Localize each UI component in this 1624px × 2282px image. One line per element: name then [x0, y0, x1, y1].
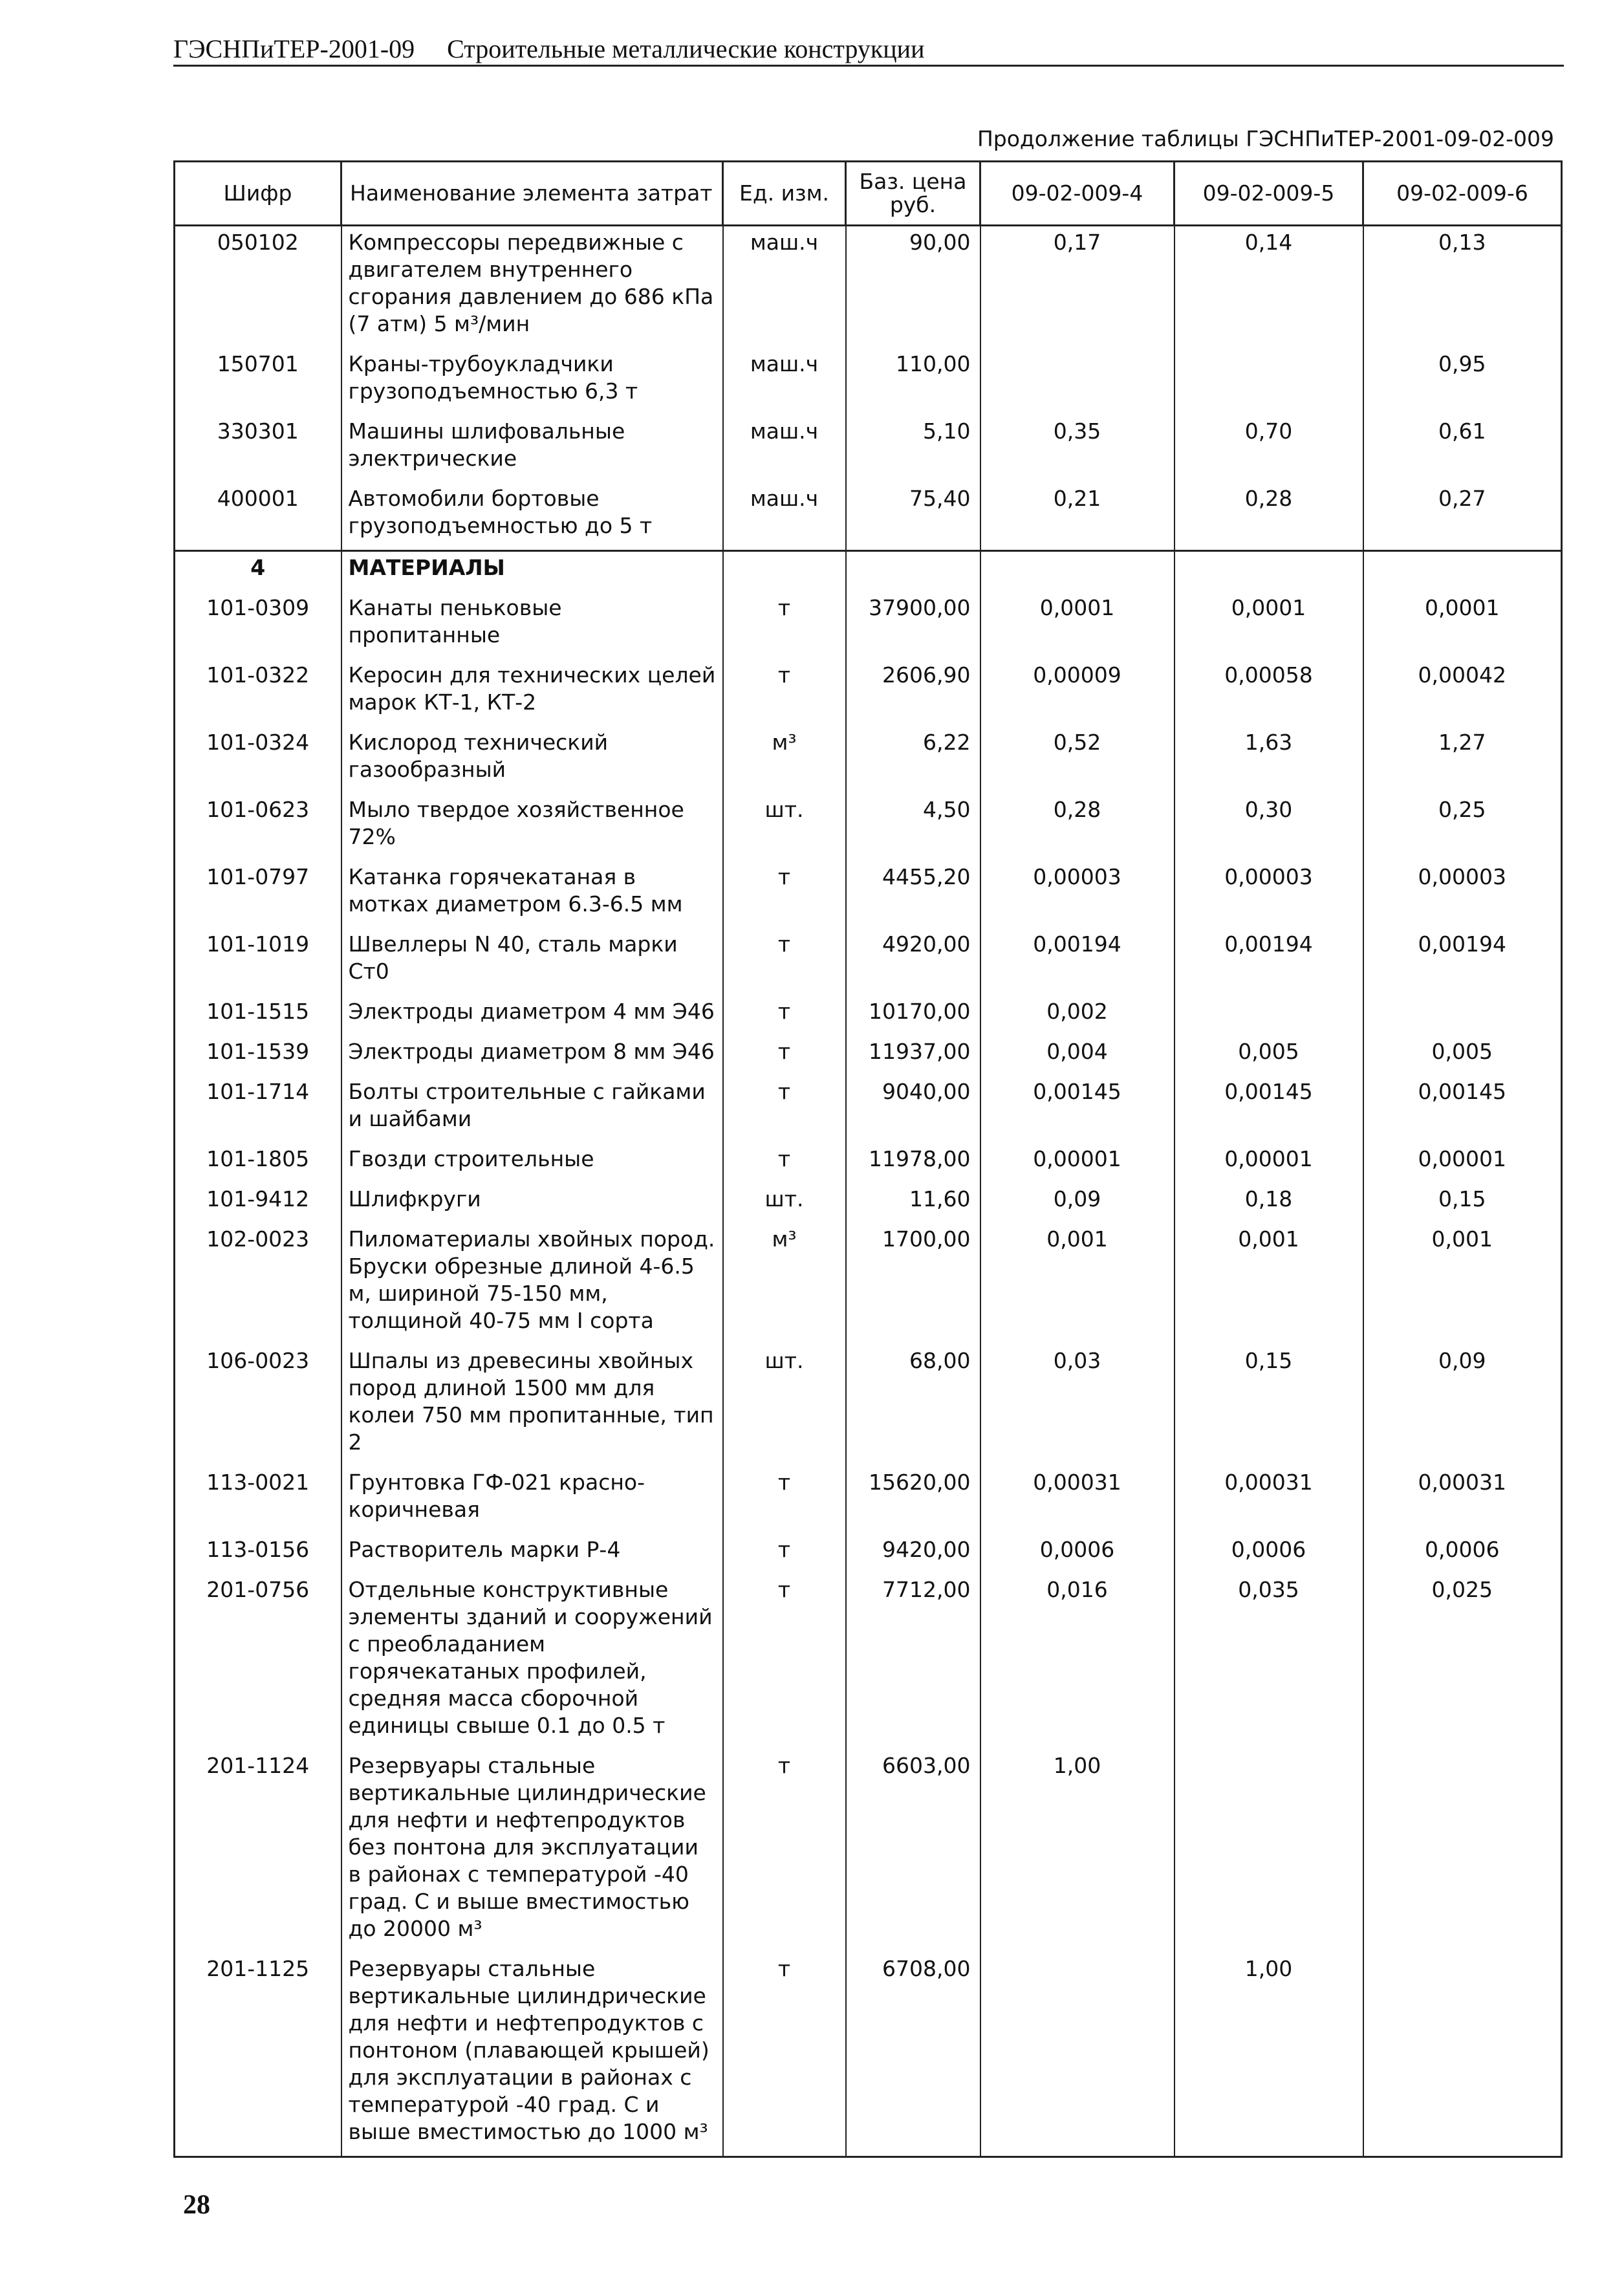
section-empty-cell [980, 551, 1175, 592]
row-unit: т [723, 1466, 846, 1534]
row-code: 113-0021 [175, 1466, 341, 1534]
row-value-009-6 [1363, 1750, 1562, 1953]
row-code: 201-1125 [175, 1953, 341, 2157]
row-unit: т [723, 1036, 846, 1076]
table-row [175, 861, 1562, 928]
row-base-price: 75,40 [846, 483, 980, 551]
row-base-price: 10170,00 [846, 995, 980, 1036]
row-value-009-4 [980, 1953, 1175, 2157]
row-name: Катанка горячекатаная в мотках диаметром 6.3-6.5 мм [341, 861, 723, 928]
row-base-price: 9420,00 [846, 1534, 980, 1574]
row-value-009-6: 0,00001 [1363, 1143, 1562, 1183]
table-row [175, 1345, 1562, 1466]
row-value-009-6: 0,005 [1363, 1036, 1562, 1076]
row-unit: т [723, 1953, 846, 2157]
row-value-009-6: 0,00145 [1363, 1076, 1562, 1143]
page-number: 28 [183, 2190, 210, 2220]
row-value-009-4: 0,00009 [980, 659, 1175, 726]
row-value-009-6: 0,13 [1363, 226, 1562, 349]
row-unit: т [723, 1143, 846, 1183]
document-title: Строительные металлические конструкции [447, 34, 925, 63]
row-code: 050102 [175, 226, 341, 349]
section-empty-cell [723, 551, 846, 592]
table-row [175, 659, 1562, 726]
row-code: 400001 [175, 483, 341, 551]
row-value-009-5: 0,0001 [1175, 592, 1363, 659]
row-base-price: 11,60 [846, 1183, 980, 1223]
table-continuation-note: Продолжение таблицы ГЭСНПиТЕР-2001-09-02-009 [977, 126, 1554, 151]
document-code: ГЭСНПиТЕР-2001-09 [173, 34, 415, 63]
row-value-009-4: 0,17 [980, 226, 1175, 349]
row-unit: маш.ч [723, 348, 846, 415]
row-code: 113-0156 [175, 1534, 341, 1574]
table-row [175, 1574, 1562, 1750]
row-value-009-5 [1175, 1750, 1363, 1953]
row-code: 101-0797 [175, 861, 341, 928]
row-base-price: 2606,90 [846, 659, 980, 726]
row-value-009-6: 0,0001 [1363, 592, 1562, 659]
table-row [175, 1223, 1562, 1345]
row-value-009-5: 0,00003 [1175, 861, 1363, 928]
row-value-009-4: 0,00145 [980, 1076, 1175, 1143]
row-name: Машины шлифовальные электрические [341, 415, 723, 483]
row-base-price: 9040,00 [846, 1076, 980, 1143]
row-value-009-4: 0,001 [980, 1223, 1175, 1345]
row-unit: т [723, 1534, 846, 1574]
row-unit: т [723, 928, 846, 995]
row-name: Краны-трубоукладчики грузоподъемностью 6,3 т [341, 348, 723, 415]
row-value-009-4: 0,00031 [980, 1466, 1175, 1534]
row-value-009-4: 1,00 [980, 1750, 1175, 1953]
row-value-009-4: 0,002 [980, 995, 1175, 1036]
row-name: Шлифкруги [341, 1183, 723, 1223]
section-title: МАТЕРИАЛЫ [341, 551, 723, 592]
row-code: 102-0023 [175, 1223, 341, 1345]
row-unit: т [723, 1750, 846, 1953]
row-name: Резервуары стальные вертикальные цилиндрические для нефти и нефтепродуктов без понтона для эксплуатации в районах с температурой -40 град. С и выше вместимостью до 20000 м³ [341, 1750, 723, 1953]
row-value-009-4: 0,00003 [980, 861, 1175, 928]
row-unit: т [723, 1574, 846, 1750]
row-name: Пиломатериалы хвойных пород. Бруски обрезные длиной 4-6.5 м, шириной 75-150 мм, толщиной 40-75 мм I сорта [341, 1223, 723, 1345]
row-value-009-5: 0,00031 [1175, 1466, 1363, 1534]
row-name: Растворитель марки Р-4 [341, 1534, 723, 1574]
row-value-009-6: 0,09 [1363, 1345, 1562, 1466]
row-code: 201-0756 [175, 1574, 341, 1750]
running-head [173, 34, 1564, 64]
row-value-009-5: 0,00058 [1175, 659, 1363, 726]
row-base-price: 11937,00 [846, 1036, 980, 1076]
row-value-009-4: 0,03 [980, 1345, 1175, 1466]
row-base-price: 68,00 [846, 1345, 980, 1466]
row-value-009-5: 1,00 [1175, 1953, 1363, 2157]
row-base-price: 90,00 [846, 226, 980, 349]
row-value-009-5: 0,18 [1175, 1183, 1363, 1223]
row-value-009-4: 0,21 [980, 483, 1175, 551]
header-rule [173, 65, 1564, 67]
row-code: 201-1124 [175, 1750, 341, 1953]
table-row [175, 1750, 1562, 1953]
row-name: Керосин для технических целей марок КТ-1, КТ-2 [341, 659, 723, 726]
row-value-009-5 [1175, 995, 1363, 1036]
row-value-009-4: 0,09 [980, 1183, 1175, 1223]
row-code: 101-1019 [175, 928, 341, 995]
table-row [175, 1534, 1562, 1574]
header-name: Наименование элемента затрат [341, 162, 723, 226]
section-row [175, 551, 1562, 592]
row-value-009-6 [1363, 995, 1562, 1036]
row-code: 106-0023 [175, 1345, 341, 1466]
row-name: Электроды диаметром 4 мм Э46 [341, 995, 723, 1036]
row-value-009-5: 0,00145 [1175, 1076, 1363, 1143]
row-base-price: 4920,00 [846, 928, 980, 995]
row-value-009-4: 0,00194 [980, 928, 1175, 995]
table-row [175, 1076, 1562, 1143]
table-row [175, 1466, 1562, 1534]
table-row [175, 1143, 1562, 1183]
row-name: Отдельные конструктивные элементы зданий и сооружений с преобладанием горячекатаных профилей, средняя масса сборочной единицы свыше 0.1 до 0.5 т [341, 1574, 723, 1750]
row-value-009-6: 0,025 [1363, 1574, 1562, 1750]
row-name: Кислород технический газообразный [341, 726, 723, 794]
row-value-009-5: 0,28 [1175, 483, 1363, 551]
row-base-price: 110,00 [846, 348, 980, 415]
row-value-009-5: 0,30 [1175, 794, 1363, 861]
row-name: Мыло твердое хозяйственное 72% [341, 794, 723, 861]
header-unit: Ед. изм. [723, 162, 846, 226]
row-value-009-6: 0,15 [1363, 1183, 1562, 1223]
row-value-009-6: 1,27 [1363, 726, 1562, 794]
row-value-009-5: 0,00001 [1175, 1143, 1363, 1183]
row-code: 101-0623 [175, 794, 341, 861]
table-row [175, 995, 1562, 1036]
section-empty-cell [846, 551, 980, 592]
row-value-009-4: 0,004 [980, 1036, 1175, 1076]
table-row [175, 1953, 1562, 2157]
row-value-009-6: 0,001 [1363, 1223, 1562, 1345]
table-row [175, 483, 1562, 551]
row-value-009-4: 0,52 [980, 726, 1175, 794]
table-row [175, 1183, 1562, 1223]
row-code: 101-9412 [175, 1183, 341, 1223]
row-value-009-4: 0,28 [980, 794, 1175, 861]
row-unit: шт. [723, 794, 846, 861]
row-name: Автомобили бортовые грузоподъемностью до 5 т [341, 483, 723, 551]
table-row [175, 415, 1562, 483]
row-code: 330301 [175, 415, 341, 483]
row-value-009-5: 0,0006 [1175, 1534, 1363, 1574]
row-name: Резервуары стальные вертикальные цилиндрические для нефти и нефтепродуктов с понтоном (плавающей крышей) для эксплуатации в районах с температурой -40 град. С и выше вместимостью до 1000 м³ [341, 1953, 723, 2157]
row-name: Компрессоры передвижные с двигателем внутреннего сгорания давлением до 686 кПа (7 атм) 5 м³/мин [341, 226, 723, 349]
row-value-009-5: 0,001 [1175, 1223, 1363, 1345]
row-unit: м³ [723, 1223, 846, 1345]
header-col-09-02-009-6: 09-02-009-6 [1363, 162, 1562, 226]
row-value-009-5: 0,005 [1175, 1036, 1363, 1076]
row-base-price: 15620,00 [846, 1466, 980, 1534]
row-value-009-5 [1175, 348, 1363, 415]
row-code: 101-1515 [175, 995, 341, 1036]
row-code: 101-0309 [175, 592, 341, 659]
row-value-009-6: 0,00042 [1363, 659, 1562, 726]
row-value-009-5: 0,00194 [1175, 928, 1363, 995]
row-unit: м³ [723, 726, 846, 794]
table-row [175, 726, 1562, 794]
row-base-price: 11978,00 [846, 1143, 980, 1183]
row-value-009-6 [1363, 1953, 1562, 2157]
row-value-009-6: 0,00031 [1363, 1466, 1562, 1534]
row-base-price: 4455,20 [846, 861, 980, 928]
section-empty-cell [1363, 551, 1562, 592]
row-value-009-6: 0,95 [1363, 348, 1562, 415]
table-row [175, 928, 1562, 995]
table-row [175, 348, 1562, 415]
row-base-price: 6708,00 [846, 1953, 980, 2157]
row-name: Болты строительные с гайками и шайбами [341, 1076, 723, 1143]
row-value-009-5: 0,14 [1175, 226, 1363, 349]
row-unit: т [723, 592, 846, 659]
row-value-009-6: 0,61 [1363, 415, 1562, 483]
row-value-009-6: 0,0006 [1363, 1534, 1562, 1574]
row-value-009-4: 0,0001 [980, 592, 1175, 659]
row-name: Гвозди строительные [341, 1143, 723, 1183]
header-code: Шифр [175, 162, 341, 226]
row-unit: т [723, 659, 846, 726]
row-name: Швеллеры N 40, сталь марки Ст0 [341, 928, 723, 995]
row-name: Канаты пеньковые пропитанные [341, 592, 723, 659]
row-value-009-4: 0,016 [980, 1574, 1175, 1750]
row-value-009-5: 0,15 [1175, 1345, 1363, 1466]
row-name: Грунтовка ГФ-021 красно-коричневая [341, 1466, 723, 1534]
row-unit: шт. [723, 1345, 846, 1466]
row-base-price: 37900,00 [846, 592, 980, 659]
row-base-price: 4,50 [846, 794, 980, 861]
table-row [175, 592, 1562, 659]
row-unit: маш.ч [723, 415, 846, 483]
row-value-009-6: 0,00003 [1363, 861, 1562, 928]
header-col-09-02-009-5: 09-02-009-5 [1175, 162, 1363, 226]
row-value-009-4 [980, 348, 1175, 415]
row-code: 101-1539 [175, 1036, 341, 1076]
row-unit: маш.ч [723, 226, 846, 349]
section-number: 4 [175, 551, 341, 592]
resource-norms-table [173, 160, 1563, 2158]
row-name: Электроды диаметром 8 мм Э46 [341, 1036, 723, 1076]
row-value-009-6: 0,25 [1363, 794, 1562, 861]
table-row [175, 794, 1562, 861]
row-value-009-6: 0,00194 [1363, 928, 1562, 995]
row-base-price: 6603,00 [846, 1750, 980, 1953]
row-base-price: 5,10 [846, 415, 980, 483]
row-value-009-4: 0,00001 [980, 1143, 1175, 1183]
row-unit: т [723, 995, 846, 1036]
row-unit: маш.ч [723, 483, 846, 551]
row-value-009-4: 0,0006 [980, 1534, 1175, 1574]
row-value-009-6: 0,27 [1363, 483, 1562, 551]
row-value-009-5: 0,70 [1175, 415, 1363, 483]
header-col-09-02-009-4: 09-02-009-4 [980, 162, 1175, 226]
row-code: 101-0324 [175, 726, 341, 794]
row-unit: т [723, 1076, 846, 1143]
row-code: 101-1714 [175, 1076, 341, 1143]
row-value-009-5: 0,035 [1175, 1574, 1363, 1750]
section-empty-cell [1175, 551, 1363, 592]
row-value-009-4: 0,35 [980, 415, 1175, 483]
row-value-009-5: 1,63 [1175, 726, 1363, 794]
table-row [175, 226, 1562, 349]
table-header-row [175, 162, 1562, 226]
row-base-price: 1700,00 [846, 1223, 980, 1345]
row-base-price: 7712,00 [846, 1574, 980, 1750]
row-unit: шт. [723, 1183, 846, 1223]
row-base-price: 6,22 [846, 726, 980, 794]
row-code: 101-1805 [175, 1143, 341, 1183]
row-code: 101-0322 [175, 659, 341, 726]
table-body [175, 226, 1562, 2157]
row-code: 150701 [175, 348, 341, 415]
row-name: Шпалы из древесины хвойных пород длиной 1500 мм для колеи 750 мм пропитанные, тип 2 [341, 1345, 723, 1466]
table-row [175, 1036, 1562, 1076]
header-price: Баз. цена руб. [846, 162, 980, 226]
row-unit: т [723, 861, 846, 928]
